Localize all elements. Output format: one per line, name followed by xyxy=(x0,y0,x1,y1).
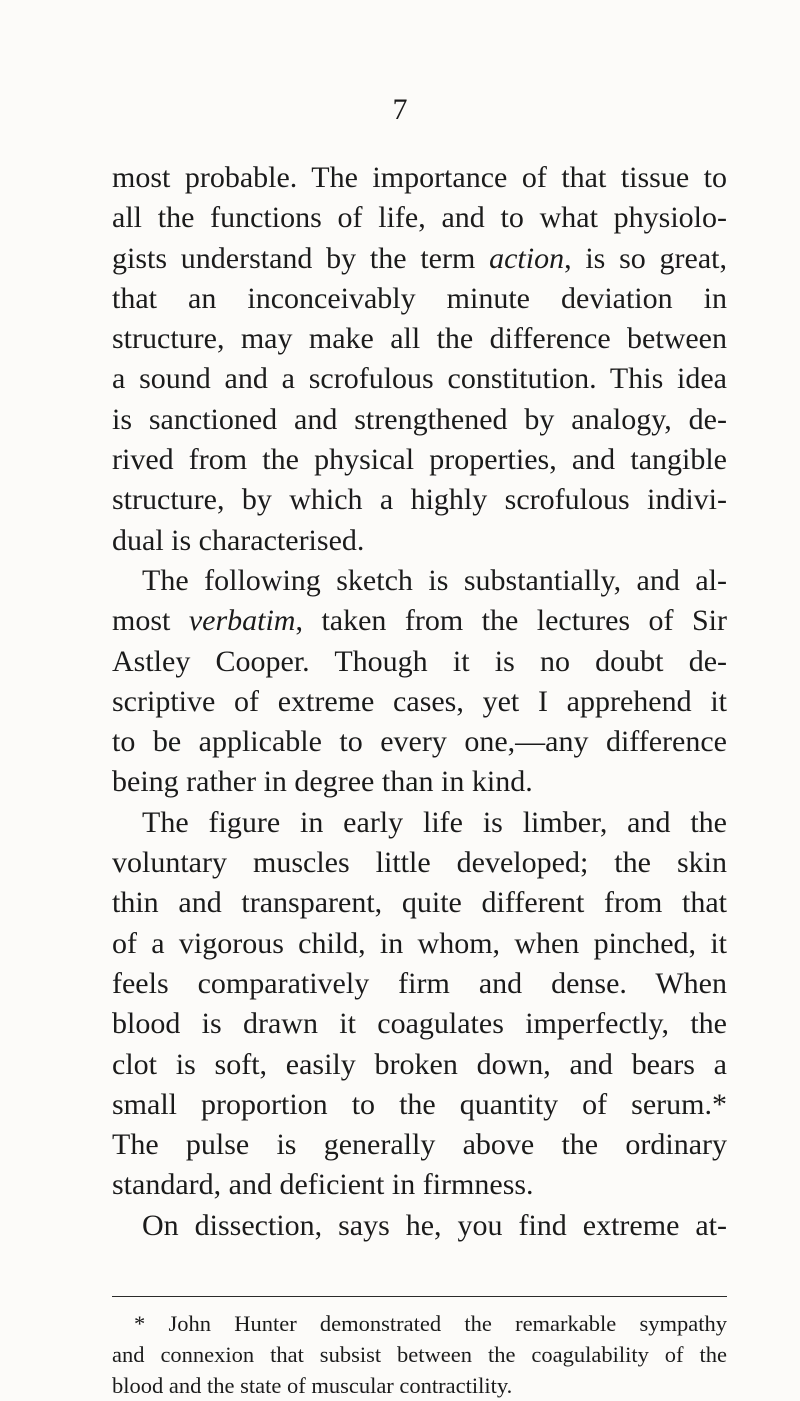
footnote xyxy=(112,1308,727,1401)
text-line: rived from the physical properties, and tangible xyxy=(112,443,727,477)
footnote-line: blood and the state of muscular contractility. xyxy=(112,1373,513,1398)
text-line: of a vigorous child, in whom, when pinched, it xyxy=(112,926,727,960)
text-line: The following sketch is substantially, and al- xyxy=(142,563,727,597)
footnote-line: and connexion that subsist between the coagulability of the xyxy=(112,1342,727,1367)
text-line: structure, may make all the difference between xyxy=(112,322,727,356)
text-line: all the functions of life, and to what physiolo- xyxy=(112,201,727,235)
text-line: scriptive of extreme cases, yet I apprehend it xyxy=(112,684,727,718)
body-text xyxy=(112,158,727,1246)
footnote-line: * John Hunter demonstrated the remarkable sympathy xyxy=(134,1311,727,1336)
text-line: to be applicable to every one,—any difference xyxy=(112,725,727,759)
text-line: The pulse is generally above the ordinary xyxy=(112,1128,727,1162)
page-number: 7 xyxy=(392,93,408,126)
text-line: small proportion to the quantity of serum.* xyxy=(112,1087,727,1121)
text-line: The figure in early life is limber, and the xyxy=(142,805,727,839)
italic-term: action xyxy=(489,241,565,275)
italic-term: verbatim xyxy=(188,604,296,638)
text-line: most verbatim, taken from the lectures of Sir xyxy=(112,604,727,638)
text-line: voluntary muscles little developed; the skin xyxy=(112,846,727,880)
text-line: feels comparatively firm and dense. When xyxy=(112,966,727,1000)
text-line: being rather in degree than in kind. xyxy=(112,765,533,799)
text-line: most probable. The importance of that tissue to xyxy=(112,161,727,194)
footnote-rule xyxy=(112,1296,727,1297)
text-line: thin and transparent, quite different from that xyxy=(112,886,727,920)
text-line: structure, by which a highly scrofulous indivi- xyxy=(112,483,727,517)
text-line: dual is characterised. xyxy=(112,523,365,557)
text-line: is sanctioned and strengthened by analogy, de- xyxy=(112,402,727,436)
text-line: Astley Cooper. Though it is no doubt de- xyxy=(112,644,727,678)
text-line: blood is drawn it coagulates imperfectly, the xyxy=(112,1007,727,1041)
text-line: a sound and a scrofulous constitution. This idea xyxy=(112,362,727,396)
text-line: standard, and deficient in firmness. xyxy=(112,1168,534,1202)
text-line: that an inconceivably minute deviation in xyxy=(112,281,727,315)
text-line: gists understand by the term action, is so great, xyxy=(112,241,727,275)
text-line: On dissection, says he, you find extreme at- xyxy=(142,1208,727,1242)
text-line: clot is soft, easily broken down, and bears a xyxy=(112,1047,727,1081)
